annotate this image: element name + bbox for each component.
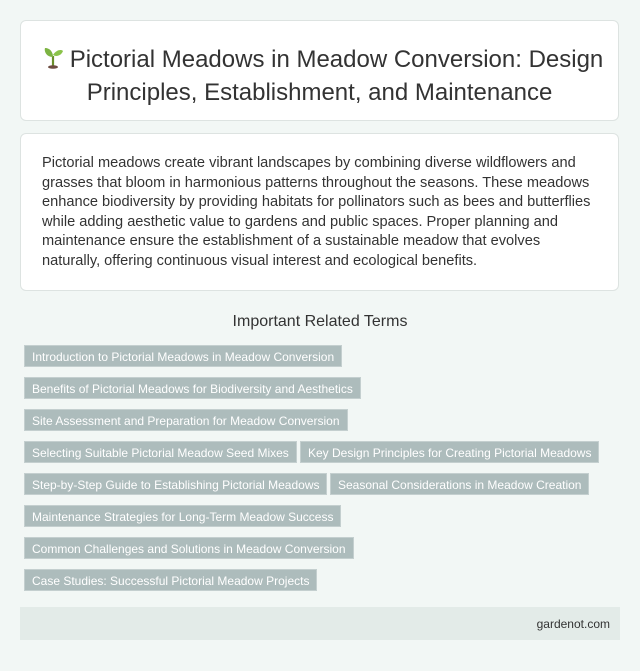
summary-paragraph: Pictorial meadows create vibrant landscapes by combining diverse wildflowers and grasses that bloom in harmonious patterns throughout the seasons. These meadows enhance biodiversity by providing habitats for pollinators such as bees and butterflies while adding aesthetic value to gardens and public spaces. Proper planning and maintenance ensure the establishment of a sustainable meadow that evolves naturally, offering continuous visual interest and ecological benefits. — [42, 155, 591, 269]
related-term-tag[interactable]: Maintenance Strategies for Long-Term Meadow Success — [24, 505, 341, 527]
sprout-icon — [36, 45, 70, 77]
related-term-tag[interactable]: Site Assessment and Preparation for Meadow Conversion — [24, 409, 348, 431]
title-card — [20, 20, 619, 121]
footer-site-link[interactable]: gardenot.com — [536, 617, 610, 631]
related-term-tag[interactable]: Step-by-Step Guide to Establishing Pictorial Meadows — [24, 473, 327, 495]
related-term-tag[interactable]: Introduction to Pictorial Meadows in Meadow Conversion — [24, 345, 342, 367]
title-text: Pictorial Meadows in Meadow Conversion: Design Principles, Establishment, and Maintenance — [69, 46, 604, 106]
page-title — [21, 44, 618, 108]
related-term-tag[interactable]: Seasonal Considerations in Meadow Creation — [330, 473, 589, 495]
footer — [20, 607, 620, 640]
related-term-tag[interactable]: Benefits of Pictorial Meadows for Biodiversity and Aesthetics — [24, 377, 361, 399]
related-term-tag[interactable]: Common Challenges and Solutions in Meadow Conversion — [24, 537, 354, 559]
related-term-tag[interactable]: Case Studies: Successful Pictorial Meadow Projects — [24, 569, 317, 591]
related-term-tag[interactable]: Key Design Principles for Creating Pictorial Meadows — [300, 441, 599, 463]
related-terms-heading: Important Related Terms — [232, 313, 408, 330]
summary-card — [20, 133, 619, 291]
related-term-tag[interactable]: Selecting Suitable Pictorial Meadow Seed Mixes — [24, 441, 297, 463]
